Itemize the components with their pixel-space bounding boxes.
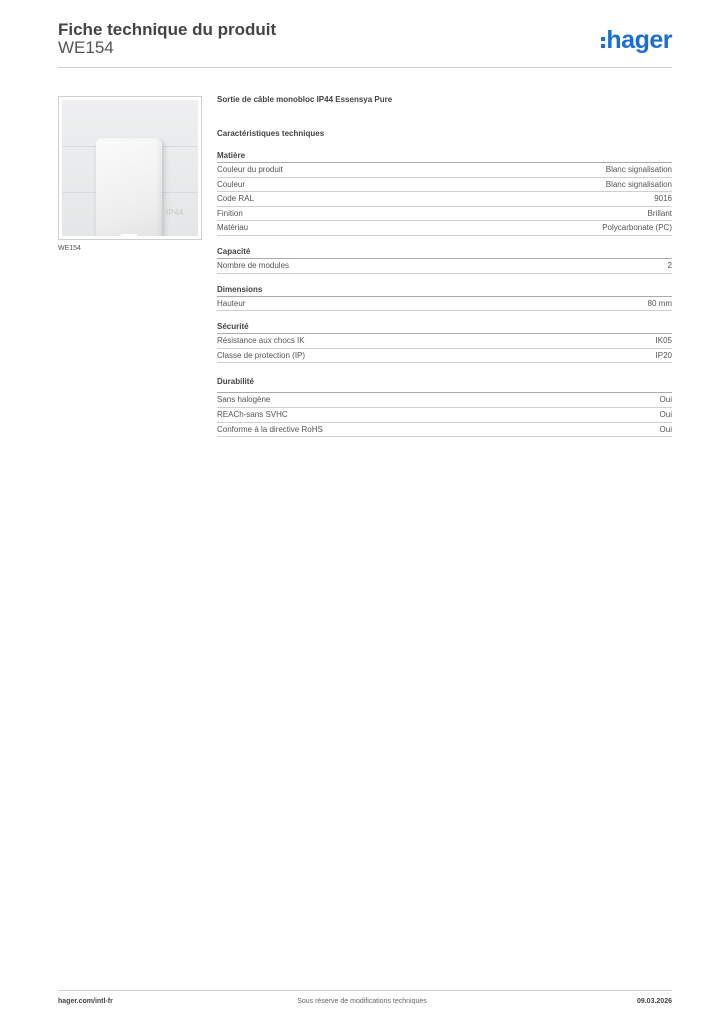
section-title: Capacité bbox=[217, 246, 672, 259]
spec-row bbox=[217, 297, 672, 312]
section-matiere bbox=[217, 150, 672, 236]
header-divider bbox=[58, 67, 672, 68]
spec-row bbox=[217, 408, 672, 423]
footer-website-link[interactable]: hager.com/intl-fr bbox=[58, 998, 113, 1005]
spec-value: Oui bbox=[659, 424, 672, 434]
spec-label: Couleur bbox=[217, 179, 246, 189]
spec-label: Matériau bbox=[217, 223, 249, 233]
spec-label: Classe de protection (IP) bbox=[217, 350, 306, 360]
cable-slot bbox=[120, 234, 138, 236]
section-securite bbox=[217, 321, 672, 363]
spec-row bbox=[217, 259, 672, 274]
product-name: Sortie de câble monobloc IP44 Essensya Pure bbox=[217, 95, 393, 104]
image-caption: WE154 bbox=[58, 245, 81, 252]
spec-label: Hauteur bbox=[217, 298, 246, 308]
spec-row bbox=[217, 393, 672, 408]
spec-row bbox=[217, 334, 672, 349]
product-code: WE154 bbox=[58, 38, 114, 57]
spec-row bbox=[217, 207, 672, 222]
spec-value: 2 bbox=[667, 260, 672, 270]
spec-label: Couleur du produit bbox=[217, 165, 283, 174]
section-title: Matière bbox=[217, 150, 672, 163]
spec-label: Finition bbox=[217, 208, 243, 218]
spec-value: Brillant bbox=[647, 208, 672, 218]
product-photo bbox=[62, 100, 198, 236]
spec-label: REACh-sans SVHC bbox=[217, 409, 288, 419]
spec-row bbox=[217, 423, 672, 438]
spec-label: Résistance aux chocs IK bbox=[217, 336, 305, 346]
logo-colon-icon bbox=[601, 37, 605, 48]
product-image bbox=[58, 96, 202, 240]
section-durabilite bbox=[217, 375, 672, 437]
spec-label: Conforme à la directive RoHS bbox=[217, 424, 323, 434]
spec-value: 9016 bbox=[654, 194, 672, 204]
ip-marking: IP44 bbox=[166, 208, 184, 217]
hager-logo[interactable] bbox=[601, 26, 672, 55]
section-capacite bbox=[217, 246, 672, 274]
section-title: Dimensions bbox=[217, 284, 672, 297]
spec-label: Code RAL bbox=[217, 194, 254, 204]
spec-value: Blanc signalisation bbox=[605, 165, 672, 174]
page-title: Fiche technique du produit bbox=[58, 20, 277, 39]
specs-heading: Caractéristiques techniques bbox=[217, 129, 325, 138]
footer-disclaimer: Sous réserve de modifications techniques bbox=[297, 998, 427, 1005]
spec-row bbox=[217, 192, 672, 207]
section-title: Sécurité bbox=[217, 321, 672, 334]
footer-date: 09.03.2026 bbox=[636, 998, 672, 1005]
section-dimensions bbox=[217, 284, 672, 312]
specifications-content bbox=[217, 94, 672, 437]
spec-value: Oui bbox=[659, 395, 672, 405]
section-title: Durabilité bbox=[217, 375, 672, 393]
spec-label: Sans halogène bbox=[217, 395, 271, 405]
spec-value: IK05 bbox=[655, 336, 672, 346]
spec-label: Nombre de modules bbox=[217, 260, 290, 270]
spec-row bbox=[217, 221, 672, 236]
spec-row bbox=[217, 178, 672, 193]
spec-value: Oui bbox=[659, 409, 672, 419]
cable-outlet-device bbox=[96, 138, 162, 236]
logo-text: hager bbox=[606, 26, 672, 54]
footer-divider bbox=[58, 990, 672, 991]
spec-value: IP20 bbox=[655, 350, 672, 360]
spec-value: 80 mm bbox=[647, 298, 672, 308]
spec-row bbox=[217, 349, 672, 364]
spec-value: Polycarbonate (PC) bbox=[602, 223, 672, 233]
spec-value: Blanc signalisation bbox=[605, 179, 672, 189]
spec-row bbox=[217, 163, 672, 178]
